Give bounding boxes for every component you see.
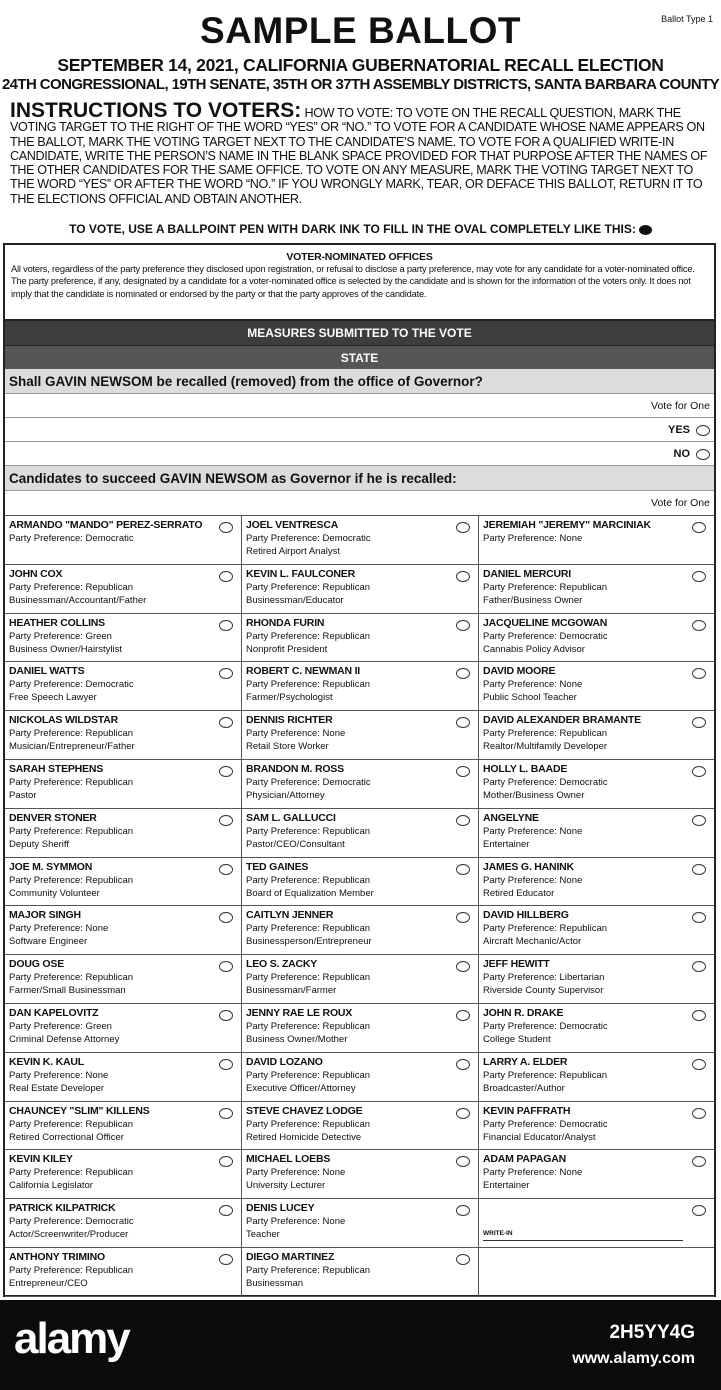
write-in-option[interactable] [479, 1199, 714, 1248]
candidate-occupation: Pastor [9, 789, 37, 801]
instructions-heading: INSTRUCTIONS TO VOTERS: [10, 99, 302, 122]
candidate-oval[interactable] [456, 864, 470, 875]
candidate-name: DAVID MOORE [483, 665, 556, 678]
candidate-occupation: University Lecturer [246, 1180, 326, 1192]
candidate-party: Party Preference: Republican [246, 679, 371, 691]
candidate-occupation: Farmer/Psychologist [246, 692, 333, 704]
candidate-occupation: California Legislator [9, 1180, 93, 1192]
candidate-name: DIEGO MARTINEZ [246, 1250, 335, 1263]
candidate-option[interactable] [242, 809, 479, 858]
watermark-band [0, 1300, 721, 1390]
candidate-party: Party Preference: Republican [246, 581, 371, 593]
candidate-occupation: Businessman [246, 1277, 304, 1289]
candidate-name: JOEL VENTRESCA [246, 519, 339, 531]
candidate-occupation: Board of Equalization Member [246, 887, 374, 899]
candidate-oval[interactable] [456, 1059, 470, 1070]
districts: 24TH CONGRESSIONAL, 19TH SENATE, 35TH OR 37TH ASSEMBLY DISTRICTS, SANTA BARBARA COUNTY [1, 76, 720, 93]
candidate-party: Party Preference: Republican [9, 825, 134, 837]
candidate-option[interactable] [479, 955, 714, 1004]
candidate-occupation: Physician/Attorney [246, 789, 325, 801]
candidate-party: Party Preference: None [483, 679, 583, 691]
pen-text: TO VOTE, USE A BALLPOINT PEN WITH DARK INK TO FILL IN THE OVAL COMPLETELY LIKE THIS: [69, 222, 636, 236]
no-option[interactable] [5, 442, 714, 466]
candidate-option[interactable] [479, 809, 714, 858]
candidate-name: JEREMIAH "JEREMY" MARCINIAK [483, 519, 651, 531]
candidate-option[interactable] [242, 516, 479, 565]
candidate-occupation: Free Speech Lawyer [9, 692, 97, 704]
candidate-occupation: Father/Business Owner [483, 594, 583, 606]
candidate-occupation: Broadcaster/Author [483, 1082, 565, 1094]
yes-option[interactable] [5, 418, 714, 442]
candidate-party: Party Preference: Republican [246, 1264, 371, 1276]
candidate-party: Party Preference: None [246, 1216, 346, 1228]
candidate-name: DENIS LUCEY [246, 1202, 315, 1215]
candidate-party: Party Preference: Republican [9, 1264, 134, 1276]
candidate-party: Party Preference: Republican [9, 972, 134, 984]
candidate-name: MICHAEL LOEBS [246, 1153, 331, 1166]
candidate-name: JOHN R. DRAKE [483, 1006, 564, 1019]
candidate-oval[interactable] [219, 620, 233, 631]
candidate-party: Party Preference: Republican [9, 874, 134, 886]
candidate-oval[interactable] [692, 522, 706, 533]
candidate-occupation: Entertainer [483, 838, 530, 850]
candidate-option[interactable] [5, 906, 242, 955]
candidate-option[interactable] [479, 1004, 714, 1053]
candidate-occupation: Retail Store Worker [246, 741, 329, 753]
candidate-party: Party Preference: Democratic [483, 630, 608, 642]
candidate-occupation: Entertainer [483, 1180, 530, 1192]
candidate-option[interactable] [242, 614, 479, 663]
candidate-party: Party Preference: None [246, 1167, 346, 1179]
write-in-line[interactable]: WRITE-IN [483, 1227, 683, 1241]
candidate-name: BRANDON M. ROSS [246, 762, 344, 775]
candidate-party: Party Preference: Libertarian [483, 972, 605, 984]
candidate-oval[interactable] [456, 1108, 470, 1119]
watermark-url: www.alamy.com [572, 1350, 695, 1367]
candidate-party: Party Preference: None [483, 874, 583, 886]
candidate-name: JAMES G. HANINK [483, 860, 574, 873]
candidate-name: ARMANDO "MANDO" PEREZ-SERRATO [9, 519, 203, 531]
candidate-option[interactable] [479, 1053, 714, 1102]
no-oval[interactable] [696, 449, 710, 460]
candidate-option[interactable] [5, 1102, 242, 1151]
candidate-party: Party Preference: Republican [246, 630, 371, 642]
candidate-party: Party Preference: None [483, 533, 583, 544]
candidates-heading: Candidates to succeed GAVIN NEWSOM as Governor if he is recalled: [5, 466, 714, 491]
candidate-party: Party Preference: Democratic [483, 1118, 608, 1130]
candidate-oval[interactable] [219, 1010, 233, 1021]
candidate-party: Party Preference: Republican [483, 923, 608, 935]
candidate-oval[interactable] [219, 571, 233, 582]
candidate-party: Party Preference: None [483, 1167, 583, 1179]
candidate-party: Party Preference: Democratic [9, 533, 134, 544]
candidate-name: DANIEL WATTS [9, 665, 85, 678]
candidate-name: KEVIN L. FAULCONER [246, 567, 355, 580]
candidate-party: Party Preference: Democratic [246, 533, 371, 544]
candidate-name: PATRICK KILPATRICK [9, 1202, 116, 1215]
candidate-name: HEATHER COLLINS [9, 616, 105, 629]
candidate-option[interactable] [479, 858, 714, 907]
candidate-option[interactable] [5, 1199, 242, 1248]
page-title: SAMPLE BALLOT [200, 10, 521, 51]
candidate-option[interactable] [242, 1248, 479, 1297]
measures-heading: MEASURES SUBMITTED TO THE VOTE [5, 321, 714, 345]
candidate-option[interactable] [242, 1199, 479, 1248]
candidate-oval[interactable] [456, 571, 470, 582]
candidate-occupation: Mother/Business Owner [483, 789, 585, 801]
candidate-party: Party Preference: None [483, 825, 583, 837]
candidate-occupation: Businessman/Farmer [246, 985, 337, 997]
candidate-option[interactable] [479, 565, 714, 614]
candidate-occupation: Teacher [246, 1229, 280, 1241]
candidate-option[interactable] [242, 955, 479, 1004]
election-title: SEPTEMBER 14, 2021, CALIFORNIA GUBERNATORIAL RECALL ELECTION [57, 55, 664, 75]
candidate-option[interactable] [5, 1053, 242, 1102]
candidate-name: LEO S. ZACKY [246, 958, 318, 971]
candidate-party: Party Preference: Republican [246, 1020, 371, 1032]
recall-question: Shall GAVIN NEWSOM be recalled (removed) from the office of Governor? [5, 369, 714, 394]
state-heading: STATE [5, 345, 714, 369]
candidate-occupation: Retired Airport Analyst [246, 546, 340, 557]
candidate-party: Party Preference: Green [9, 1020, 112, 1032]
candidate-party: Party Preference: Democratic [483, 1020, 608, 1032]
candidate-occupation: Financial Educator/Analyst [483, 1131, 596, 1143]
candidate-party: Party Preference: Democratic [246, 776, 371, 788]
candidate-party: Party Preference: Republican [246, 972, 371, 984]
candidate-name: ROBERT C. NEWMAN II [246, 665, 361, 678]
candidate-name: NICKOLAS WILDSTAR [9, 714, 118, 727]
candidate-party: Party Preference: None [9, 923, 109, 935]
candidate-option[interactable] [479, 516, 714, 565]
yes-label: YES [667, 424, 690, 436]
voter-nominated-box [5, 245, 714, 321]
candidate-name: JEFF HEWITT [483, 958, 550, 971]
candidate-occupation: Software Engineer [9, 936, 88, 948]
candidate-occupation: Musician/Entrepreneur/Father [9, 741, 135, 753]
candidate-option[interactable] [479, 1102, 714, 1151]
candidate-name: DOUG OSE [9, 958, 64, 971]
candidate-option[interactable] [242, 662, 479, 711]
candidate-occupation: Actor/Screenwriter/Producer [9, 1229, 129, 1241]
candidate-option[interactable] [242, 1102, 479, 1151]
candidate-name: DAN KAPELOVITZ [9, 1006, 99, 1019]
candidate-party: Party Preference: None [9, 1069, 109, 1081]
candidate-grid [5, 515, 714, 1297]
candidate-occupation: Retired Correctional Officer [9, 1131, 124, 1143]
voter-nominated-text: All voters, regardless of the party preference they disclosed upon registration, or refusal to disclose a party preference, may vote for any candidate for a voter-nominated office. The party preference, if any, designated by a candidate for a voter-nominated office is selected by the candidate and is shown for the information of the voters only. It does not imply that the candidate is nominated or endorsed by the party or that the party approves of the candidate. [11, 264, 695, 299]
candidate-occupation: Retired Educator [483, 887, 555, 899]
candidate-option[interactable] [5, 614, 242, 663]
candidate-option[interactable] [5, 809, 242, 858]
candidate-occupation: Real Estate Developer [9, 1082, 105, 1094]
ballot-type: Ballot Type 1 [661, 14, 713, 24]
candidate-name: MAJOR SINGH [9, 909, 81, 922]
candidate-option[interactable] [242, 1053, 479, 1102]
candidate-option[interactable] [5, 760, 242, 809]
candidate-name: JACQUELINE MCGOWAN [483, 616, 608, 629]
candidate-occupation: Community Volunteer [9, 887, 100, 899]
candidate-party: Party Preference: Republican [483, 581, 608, 593]
candidate-party: Party Preference: Democratic [9, 679, 134, 691]
candidate-option[interactable] [479, 1150, 714, 1199]
candidate-option[interactable] [5, 662, 242, 711]
candidate-name: ANGELYNE [483, 811, 539, 824]
candidate-party: Party Preference: Republican [9, 1118, 134, 1130]
instructions [10, 99, 715, 206]
candidate-party: Party Preference: Republican [9, 1167, 134, 1179]
candidate-option[interactable] [479, 662, 714, 711]
candidate-name: DANIEL MERCURI [483, 567, 572, 580]
candidate-oval[interactable] [692, 1059, 706, 1070]
candidate-name: DENVER STONER [9, 811, 97, 824]
candidate-party: Party Preference: Democratic [483, 776, 608, 788]
candidate-option[interactable] [242, 906, 479, 955]
candidate-option[interactable] [5, 711, 242, 760]
candidate-oval[interactable] [456, 1254, 470, 1265]
candidate-option[interactable] [5, 1248, 242, 1297]
candidate-party: Party Preference: Republican [246, 874, 371, 886]
candidate-name: LARRY A. ELDER [483, 1055, 568, 1068]
candidate-occupation: Cannabis Policy Advisor [483, 643, 585, 655]
candidate-name: KEVIN PAFFRATH [483, 1104, 571, 1117]
candidate-name: ADAM PAPAGAN [483, 1153, 566, 1166]
candidate-option[interactable] [242, 760, 479, 809]
candidate-option[interactable] [479, 711, 714, 760]
candidate-option[interactable] [479, 614, 714, 663]
candidate-oval[interactable] [456, 766, 470, 777]
candidate-name: SAM L. GALLUCCI [246, 811, 336, 824]
voter-nominated-heading: VOTER-NOMINATED OFFICES [286, 251, 433, 263]
candidate-party: Party Preference: None [246, 728, 346, 740]
candidate-name: DAVID LOZANO [246, 1055, 323, 1068]
candidate-option[interactable] [242, 711, 479, 760]
candidate-oval[interactable] [456, 522, 470, 533]
candidate-occupation: Businessman/Accountant/Father [9, 594, 147, 606]
candidate-oval[interactable] [219, 766, 233, 777]
candidate-occupation: Nonprofit President [246, 643, 328, 655]
vote-for-one-candidates: Vote for One [651, 497, 710, 509]
candidate-oval[interactable] [692, 864, 706, 875]
instructions-body: HOW TO VOTE: TO VOTE ON THE RECALL QUESTION, MARK THE VOTING TARGET TO THE RIGHT OF THE WORD “YES” OR “NO.” TO VOTE FOR A CANDIDATE WHOSE NAME APPEARS ON THE BALLOT, MARK THE VOTING TARGET NEXT TO THE CANDIDATE’S NAME. TO VOTE FOR A QUALIFIED WRITE-IN CANDIDATE, WRITE THE PERSON’S NAME IN THE BLANK SPACE PROVIDED FOR THAT PURPOSE AFTER THE NAMES OF THE OTHER CANDIDATES FOR THE SAME OFFICE. TO VOTE ON ANY MEASURE, MARK THE VOTING TARGET NEXT TO THE WORD “YES” OR AFTER THE WORD “NO.” IF YOU WRONGLY MARK, TEAR, OR DEFACE THIS BALLOT, RETURN IT TO THE ELECTIONS OFFICIAL AND OBTAIN ANOTHER. [10, 106, 708, 206]
candidate-name: DAVID HILLBERG [483, 909, 569, 922]
candidate-name: CHAUNCEY "SLIM" KILLENS [9, 1104, 150, 1117]
candidate-name: JENNY RAE LE ROUX [246, 1006, 353, 1019]
candidate-name: CAITLYN JENNER [246, 909, 334, 922]
candidate-option[interactable] [242, 1004, 479, 1053]
candidate-option[interactable] [5, 955, 242, 1004]
candidate-oval[interactable] [219, 815, 233, 826]
yes-oval[interactable] [696, 425, 710, 436]
candidate-party: Party Preference: Republican [246, 923, 371, 935]
candidate-party: Party Preference: Republican [9, 581, 134, 593]
candidate-party: Party Preference: Republican [246, 1118, 371, 1130]
candidate-party: Party Preference: Republican [246, 825, 371, 837]
pen-instruction [0, 222, 721, 236]
candidate-name: DAVID ALEXANDER BRAMANTE [483, 714, 641, 727]
candidate-name: TED GAINES [246, 860, 309, 873]
candidate-oval[interactable] [692, 1108, 706, 1119]
candidate-occupation: Realtor/Multifamily Developer [483, 741, 608, 753]
candidate-oval[interactable] [692, 766, 706, 777]
candidate-oval[interactable] [456, 815, 470, 826]
candidate-party: Party Preference: Green [9, 630, 112, 642]
ballot-body [3, 243, 716, 1297]
candidate-party: Party Preference: Republican [9, 776, 134, 788]
candidate-name: STEVE CHAVEZ LODGE [246, 1104, 363, 1117]
candidate-occupation: Businessman/Educator [246, 594, 344, 606]
candidate-occupation: Businessperson/Entrepreneur [246, 936, 372, 948]
candidate-occupation: Farmer/Small Businessman [9, 985, 126, 997]
candidate-oval[interactable] [219, 1108, 233, 1119]
empty-cell [479, 1248, 714, 1297]
candidate-oval[interactable] [692, 1010, 706, 1021]
candidate-option[interactable] [5, 565, 242, 614]
candidate-oval[interactable] [692, 815, 706, 826]
candidate-party: Party Preference: Republican [483, 1069, 608, 1081]
image-code: 2H5YY4G [609, 1322, 695, 1343]
candidate-occupation: Business Owner/Hairstylist [9, 643, 122, 655]
candidate-oval[interactable] [692, 1205, 706, 1216]
candidate-oval[interactable] [219, 522, 233, 533]
watermark-logo: alamy [14, 1314, 129, 1363]
candidate-oval[interactable] [456, 1010, 470, 1021]
candidate-party: Party Preference: Republican [483, 728, 608, 740]
candidate-option[interactable] [242, 858, 479, 907]
candidate-occupation: Aircraft Mechanic/Actor [483, 936, 582, 948]
candidate-name: SARAH STEPHENS [9, 762, 104, 775]
candidate-option[interactable] [479, 760, 714, 809]
candidate-occupation: College Student [483, 1033, 551, 1045]
candidate-option[interactable] [5, 858, 242, 907]
candidate-option[interactable] [5, 1004, 242, 1053]
candidate-party: Party Preference: Democratic [9, 1216, 134, 1228]
candidate-occupation: Public School Teacher [483, 692, 577, 704]
candidate-name: KEVIN KILEY [9, 1153, 73, 1166]
candidate-oval[interactable] [219, 1059, 233, 1070]
candidate-occupation: Riverside County Supervisor [483, 985, 604, 997]
no-label: NO [673, 448, 690, 460]
filled-oval-icon [639, 225, 652, 235]
candidate-occupation: Business Owner/Mother [246, 1033, 348, 1045]
candidate-name: DENNIS RICHTER [246, 714, 333, 727]
candidate-option[interactable] [479, 906, 714, 955]
candidate-name: JOE M. SYMMON [9, 860, 93, 873]
candidate-option[interactable] [5, 1150, 242, 1199]
candidate-occupation: Pastor/CEO/Consultant [246, 838, 345, 850]
candidate-option[interactable] [5, 516, 242, 565]
candidate-occupation: Retired Homicide Detective [246, 1131, 362, 1143]
candidate-name: JOHN COX [9, 567, 63, 580]
candidate-occupation: Criminal Defense Attorney [9, 1033, 120, 1045]
candidate-oval[interactable] [219, 864, 233, 875]
candidate-occupation: Deputy Sheriff [9, 838, 70, 850]
candidate-occupation: Entrepreneur/CEO [9, 1277, 88, 1289]
candidate-oval[interactable] [692, 620, 706, 631]
candidate-party: Party Preference: Republican [9, 728, 134, 740]
vote-for-one: Vote for One [5, 394, 714, 418]
candidate-name: RHONDA FURIN [246, 616, 325, 629]
candidate-oval[interactable] [219, 1254, 233, 1265]
candidate-oval[interactable] [456, 620, 470, 631]
candidate-name: ANTHONY TRIMINO [9, 1250, 105, 1263]
candidate-option[interactable] [242, 1150, 479, 1199]
candidate-occupation: Executive Officer/Attorney [246, 1082, 356, 1094]
candidate-name: HOLLY L. BAADE [483, 762, 568, 775]
candidate-oval[interactable] [692, 571, 706, 582]
candidate-option[interactable] [242, 565, 479, 614]
candidate-party: Party Preference: Republican [246, 1069, 371, 1081]
candidate-name: KEVIN K. KAUL [9, 1055, 84, 1068]
